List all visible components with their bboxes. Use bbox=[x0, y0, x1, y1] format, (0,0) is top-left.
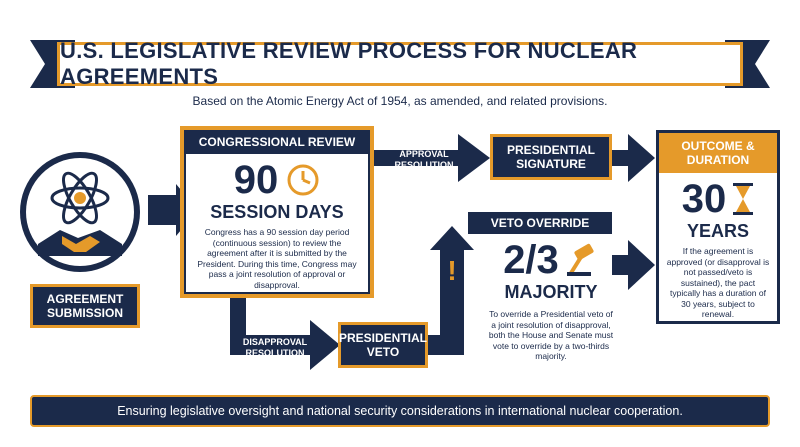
agreement-submission-box bbox=[30, 284, 140, 328]
footer-text: Ensuring legislative oversight and national security considerations in international nuclear cooperation. bbox=[117, 404, 683, 418]
outcome-box bbox=[656, 130, 780, 324]
congressional-review-box bbox=[180, 126, 374, 298]
override-fraction: 2/3 bbox=[503, 238, 559, 282]
submission-label-1: AGREEMENT bbox=[46, 292, 124, 306]
override-description: To override a Presidential veto of a joint resolution of disapproval, both the House and Senate must vote to override by a two-thirds majority. bbox=[488, 309, 614, 361]
arrow-to-outcome bbox=[612, 134, 655, 182]
handshake-icon bbox=[20, 152, 140, 272]
arrow-override-to-outcome bbox=[612, 240, 655, 290]
approval-resolution-label: APPROVAL RESOLUTION bbox=[394, 149, 454, 170]
disapproval-resolution-label: DISAPPROVAL RESOLUTION bbox=[242, 337, 308, 358]
footer-bar bbox=[30, 395, 770, 427]
veto-override-panel bbox=[486, 238, 616, 388]
outcome-years-unit: YEARS bbox=[686, 221, 749, 241]
submission-emblem bbox=[20, 152, 140, 272]
gavel-icon bbox=[565, 243, 599, 277]
veto-override-header: VETO OVERRIDE bbox=[468, 212, 612, 234]
outcome-header: OUTCOME & DURATION bbox=[659, 133, 777, 173]
hourglass-icon bbox=[732, 182, 754, 216]
subtitle: Based on the Atomic Energy Act of 1954, as amended, and related provisions. bbox=[192, 94, 608, 108]
outcome-description: If the agreement is approved (or disapproval is not passed/veto is sustained), the pact typically has a duration of 30 years, subject to renewal. bbox=[666, 246, 770, 319]
arrow-to-override bbox=[425, 226, 474, 355]
submission-label-2: SUBMISSION bbox=[46, 306, 123, 320]
exclamation-icon: ! bbox=[447, 255, 457, 286]
review-days-number: 90 bbox=[233, 158, 279, 202]
override-unit: MAJORITY bbox=[504, 282, 598, 302]
presidential-signature-box: PRESIDENTIAL SIGNATURE bbox=[490, 134, 612, 180]
presidential-veto-box: PRESIDENTIAL VETO bbox=[338, 322, 428, 368]
review-description: Congress has a 90 session day period (continuous session) to review the agreement after it is submitted by the President. During this time, Congress may pass a joint resolution of approval or disapproval. bbox=[197, 227, 357, 290]
review-header: CONGRESSIONAL REVIEW bbox=[184, 130, 370, 154]
review-days-unit: SESSION DAYS bbox=[210, 202, 344, 222]
outcome-years-number: 30 bbox=[681, 177, 727, 221]
clock-icon bbox=[286, 163, 320, 197]
title-banner bbox=[57, 38, 743, 89]
page-title: U.S. LEGISLATIVE REVIEW PROCESS FOR NUCLEAR AGREEMENTS bbox=[60, 38, 638, 89]
